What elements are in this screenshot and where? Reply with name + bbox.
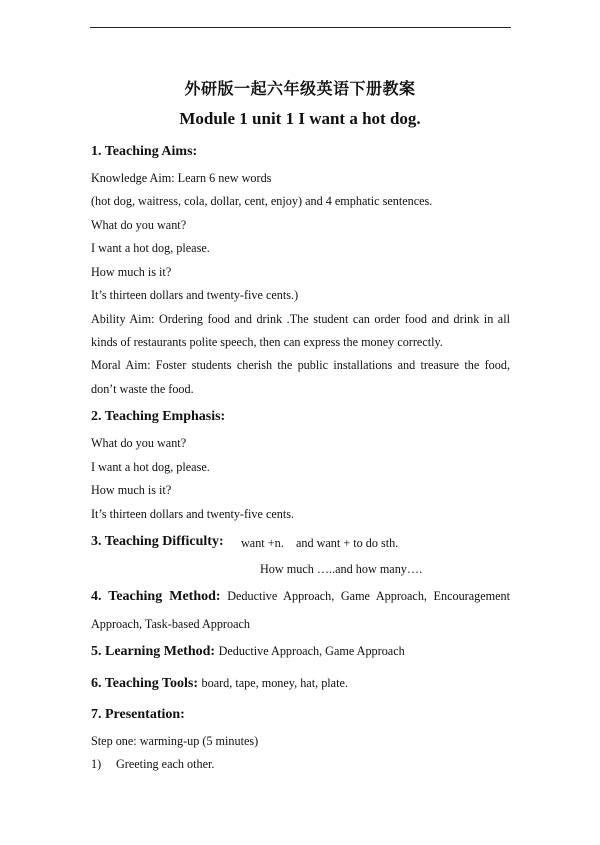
difficulty-text: want +n. and want + to do sth. [241,536,399,550]
teaching-difficulty-heading: 3. Teaching Difficulty: [91,534,224,549]
teaching-tools-line [91,676,348,692]
learning-method-text: Deductive Approach, Game Approach [218,644,405,658]
aims-line: What do you want? [91,218,187,232]
teaching-tools-heading: 6. Teaching Tools: [91,676,198,691]
moral-aim-line: don’t waste the food. [91,382,194,396]
presentation-step: Step one: warming-up (5 minutes) [91,734,259,748]
ability-aim-line: Ability Aim: Ordering food and drink .The student can order food and drink in all [91,312,510,326]
aims-line: Knowledge Aim: Learn 6 new words [91,171,272,185]
teaching-tools-text: board, tape, money, hat, plate. [201,676,348,690]
header-rule [90,27,511,28]
teaching-aims-heading: 1. Teaching Aims: [91,144,198,159]
chinese-title: 外研版一起六年级英语下册教案 [184,81,416,98]
teaching-method-line [91,589,510,605]
learning-method-line [91,644,405,660]
presentation-heading: 7. Presentation: [91,707,185,722]
emphasis-line: How much is it? [91,483,172,497]
learning-method-heading: 5. Learning Method: [91,644,216,659]
teaching-method-text: Approach, Task-based Approach [91,617,251,631]
aims-line: How much is it? [91,265,172,279]
ability-aim-line: kinds of restaurants polite speech, then can express the money correctly. [91,335,443,349]
emphasis-line: I want a hot dog, please. [91,460,210,474]
aims-line: It’s thirteen dollars and twenty-five cents.) [91,288,299,302]
aims-line: (hot dog, waitress, cola, dollar, cent, enjoy) and 4 emphatic sentences. [91,194,433,208]
emphasis-line: What do you want? [91,436,187,450]
difficulty-text: How much …..and how many…. [260,562,423,576]
aims-line: I want a hot dog, please. [91,241,210,255]
teaching-method-heading: 4. Teaching Method: [91,589,221,604]
moral-aim-line: Moral Aim: Foster students cherish the public installations and treasure the food, [91,358,510,372]
emphasis-line: It’s thirteen dollars and twenty-five cents. [91,507,295,521]
lesson-title: Module 1 unit 1 I want a hot dog. [179,109,421,128]
teaching-method-text: Deductive Approach, Game Approach, Encouragement [227,589,511,603]
teaching-emphasis-heading: 2. Teaching Emphasis: [91,409,226,424]
presentation-item-text: Greeting each other. [116,757,215,771]
presentation-item-number: 1) [91,757,102,771]
